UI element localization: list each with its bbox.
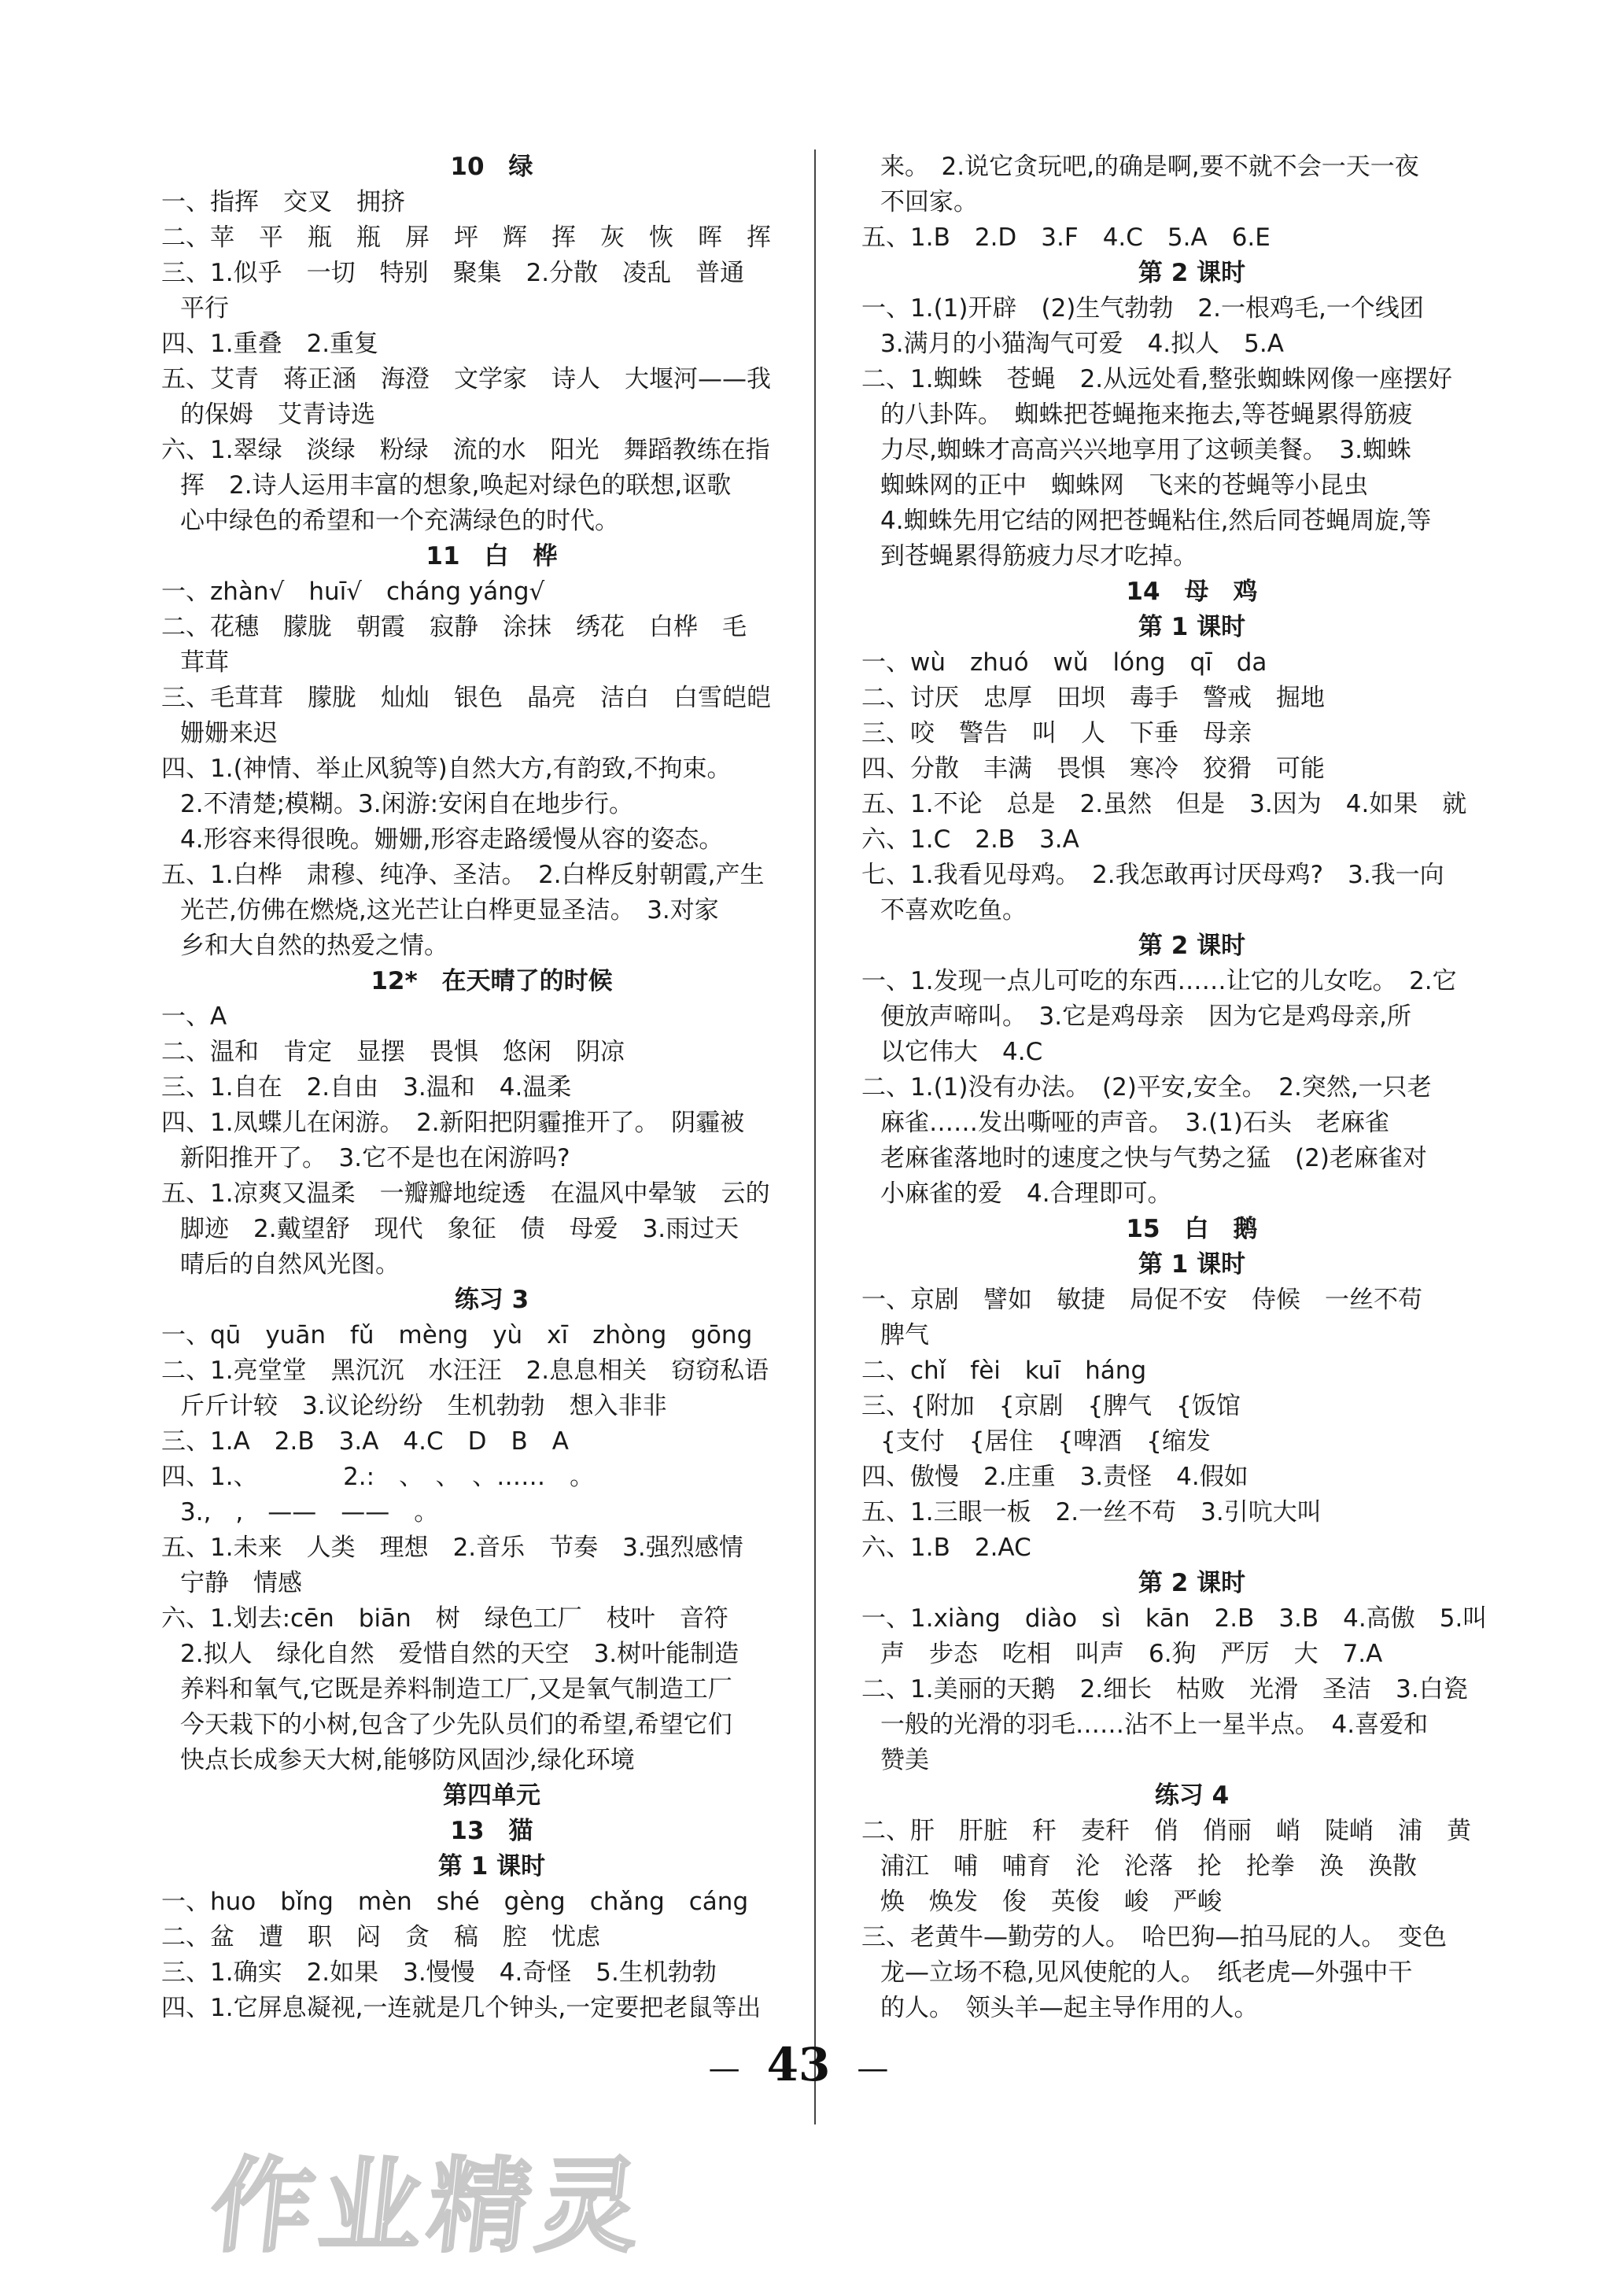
answer-line: 六、1.划去:cēn biān 树 绿色工厂 枝叶 音符 [161, 1604, 728, 1633]
section-heading: 14 母 鸡 [1126, 578, 1258, 606]
answer-line: 四、1.它屏息凝视,一连就是几个钟头,一定要把老鼠等出 [161, 1994, 762, 2022]
answer-line: 来。 2.说它贪玩吧,的确是啊,要不就不会一天一夜 [880, 153, 1419, 181]
section-heading: 第四单元 [443, 1781, 540, 1810]
section-heading: 13 猫 [450, 1817, 533, 1845]
section-heading: 第 2 课时 [1138, 259, 1246, 287]
answer-line: 二、花穗 朦胧 朝霞 寂静 涂抹 绣花 白桦 毛 [161, 613, 747, 641]
answer-line: 五、1.凉爽又温柔 一瓣瓣地绽透 在温风中晕皱 云的 [161, 1179, 770, 1208]
section-heading: 第 1 课时 [1138, 1250, 1246, 1279]
section-heading: 练习 4 [1154, 1781, 1230, 1810]
answer-line: 2.不清楚;模糊。3.闲游:安闲自在地步行。 [180, 790, 634, 818]
answer-line: 五、1.未来 人类 理想 2.音乐 节奏 3.强烈感情 [161, 1534, 743, 1562]
answer-line: 一、京剧 譬如 敏捷 局促不安 侍候 一丝不苟 [861, 1286, 1422, 1314]
answer-line: 力尽,蜘蛛才高高兴兴地享用了这顿美餐。 3.蜘蛛 [880, 436, 1411, 464]
answer-line: 一、A [161, 1002, 227, 1031]
answer-line: 二、苹 平 瓶 瓶 屏 坪 辉 挥 灰 恢 晖 挥 [161, 223, 771, 252]
answer-line: 小麻雀的爱 4.合理即可。 [880, 1179, 1172, 1208]
answer-line: 二、讨厌 忠厚 田坝 毒手 警戒 掘地 [861, 684, 1325, 712]
answer-line: 新阳推开了。 3.它不是也在闲游吗? [180, 1144, 570, 1172]
answer-line: 七、1.我看见母鸡。 2.我怎敢再讨厌母鸡? 3.我一向 [861, 861, 1444, 889]
answer-line: 二、1.亮堂堂 黑沉沉 水汪汪 2.息息相关 窃窃私语 [161, 1357, 769, 1385]
answer-line: 心中绿色的希望和一个充满绿色的时代。 [180, 507, 619, 535]
column-divider [814, 149, 816, 2124]
answer-line: 三、毛茸茸 朦胧 灿灿 银色 晶亮 洁白 白雪皑皑 [161, 684, 771, 712]
answer-line: 姗姗来迟 [180, 719, 278, 747]
answer-line: 斤斤计较 3.议论纷纷 生机勃勃 想入非非 [180, 1392, 667, 1420]
answer-line: 宁静 情感 [180, 1569, 302, 1597]
answer-line: 三、咬 警告 叫 人 下垂 母亲 [861, 719, 1252, 747]
answer-line: 二、1.美丽的天鹅 2.细长 枯败 光滑 圣洁 3.白瓷 [861, 1675, 1468, 1704]
answer-line: 挥 2.诗人运用丰富的想象,唤起对绿色的联想,讴歌 [180, 471, 732, 500]
left-column [161, 149, 822, 2026]
answer-line: 焕 焕发 俊 英俊 峻 严峻 [880, 1888, 1222, 1916]
answer-line: 今天栽下的小树,包含了少先队员们的希望,希望它们 [180, 1711, 732, 1739]
answer-line: 二、1.蜘蛛 苍蝇 2.从远处看,整张蜘蛛网像一座摆好 [861, 365, 1453, 393]
answer-line: 声 步态 吃相 叫声 6.狗 严厉 大 7.A [880, 1640, 1383, 1668]
section-heading: 12* 在天晴了的时候 [371, 967, 613, 995]
answer-line: 蜘蛛网的正中 蜘蛛网 飞来的苍蝇等小昆虫 [880, 471, 1368, 500]
answer-line: 一、1.(1)开辟 (2)生气勃勃 2.一根鸡毛,一个线团 [861, 294, 1424, 323]
answer-line: 六、1.B 2.AC [861, 1534, 1031, 1562]
answer-line: 五、1.B 2.D 3.F 4.C 5.A 6.E [861, 223, 1271, 252]
answer-line: 赞美 [880, 1746, 929, 1774]
answer-line: 脚迹 2.戴望舒 现代 象征 债 母爱 3.雨过天 [180, 1215, 739, 1243]
answer-line: 三、1.确实 2.如果 3.慢慢 4.奇怪 5.生机勃勃 [161, 1958, 717, 1987]
answer-line: 二、盆 遭 职 闷 贪 稿 腔 忧虑 [161, 1923, 600, 1951]
answer-line: 的人。 领头羊—起主导作用的人。 [880, 1994, 1259, 2022]
answer-line: 一、huo bǐng mèn shé gèng chǎng cáng [161, 1888, 749, 1916]
answer-line: 二、肝 肝脏 秆 麦秆 俏 俏丽 峭 陡峭 浦 黄 [861, 1817, 1471, 1845]
section-heading: 10 绿 [450, 153, 533, 181]
answer-line: 二、1.(1)没有办法。 (2)平安,安全。 2.突然,一只老 [861, 1073, 1432, 1102]
watermark-logo: 作业精灵 [205, 2147, 652, 2266]
answer-line: 老麻雀落地时的速度之快与气势之猛 (2)老麻雀对 [880, 1144, 1427, 1172]
answer-line: 三、{附加 {京剧 {脾气 {饭馆 [861, 1392, 1241, 1420]
answer-line: 2.拟人 绿化自然 爱惜自然的天空 3.树叶能制造 [180, 1640, 739, 1668]
page-number: — 43 — [708, 2038, 889, 2091]
page-number-value: 43 [766, 2038, 831, 2091]
answer-line: 一、指挥 交叉 拥挤 [161, 188, 405, 216]
answer-line: 不喜欢吃鱼。 [880, 896, 1027, 925]
answer-line: 四、分散 丰满 畏惧 寒冷 狡猾 可能 [861, 755, 1325, 783]
answer-line: 三、老黄牛—勤劳的人。 哈巴狗—拍马屁的人。 变色 [861, 1923, 1447, 1951]
answer-line: 麻雀……发出嘶哑的声音。 3.(1)石头 老麻雀 [880, 1109, 1389, 1137]
answer-line: 快点长成参天大树,能够防风固沙,绿化环境 [180, 1746, 635, 1774]
answer-line: 茸茸 [180, 648, 229, 677]
answer-line: 三、1.A 2.B 3.A 4.C D B A [161, 1427, 569, 1456]
answer-line: 四、傲慢 2.庄重 3.责怪 4.假如 [861, 1463, 1248, 1491]
answer-line: 3., , —— —— 。 [180, 1498, 439, 1526]
answer-line: 四、1.(神情、举止风貌等)自然大方,有韵致,不拘束。 [161, 755, 732, 783]
section-heading: 第 2 课时 [1138, 1569, 1246, 1597]
answer-line: 五、1.不论 总是 2.虽然 但是 3.因为 4.如果 就 [861, 790, 1467, 818]
right-column [861, 149, 1522, 2026]
answer-line: 养料和氧气,它既是养料制造工厂,又是氧气制造工厂 [180, 1675, 732, 1704]
answer-line: 一、zhàn√ huī√ cháng yáng√ [161, 578, 545, 606]
answer-line: 4.形容来得很晚。姗姗,形容走路缓慢从容的姿态。 [180, 825, 724, 854]
answer-line: 便放声啼叫。 3.它是鸡母亲 因为它是鸡母亲,所 [880, 1002, 1411, 1031]
answer-line: 六、1.翠绿 淡绿 粉绿 流的水 阳光 舞蹈教练在指 [161, 436, 770, 464]
answer-line: {支付 {居住 {啤酒 {缩发 [880, 1427, 1211, 1456]
answer-line: 三、1.自在 2.自由 3.温和 4.温柔 [161, 1073, 572, 1102]
answer-line: 一、1.xiàng diào sì kān 2.B 3.B 4.高傲 5.叫 [861, 1604, 1488, 1633]
answer-line: 五、艾青 蒋正涵 海澄 文学家 诗人 大堰河——我 [161, 365, 771, 393]
section-heading: 练习 3 [454, 1286, 529, 1314]
answer-line: 一、wù zhuó wǔ lóng qī da [861, 648, 1267, 677]
answer-line: 五、1.三眼一板 2.一丝不苟 3.引吭大叫 [861, 1498, 1322, 1526]
answer-line: 光芒,仿佛在燃烧,这光芒让白桦更显圣洁。 3.对家 [180, 896, 719, 925]
answer-line: 六、1.C 2.B 3.A [861, 825, 1079, 854]
section-heading: 第 2 课时 [1138, 932, 1246, 960]
section-heading: 15 白 鹅 [1126, 1215, 1258, 1243]
answer-line: 的八卦阵。 蜘蛛把苍蝇拖来拖去,等苍蝇累得筋疲 [880, 401, 1413, 429]
section-heading: 11 白 桦 [426, 542, 558, 570]
answer-line: 脾气 [880, 1321, 929, 1349]
answer-line: 乡和大自然的热爱之情。 [180, 932, 448, 960]
answer-line: 3.满月的小猫淘气可爱 4.拟人 5.A [880, 330, 1284, 358]
answer-line: 到苍蝇累得筋疲力尽才吃掉。 [880, 542, 1197, 570]
answer-line: 二、温和 肯定 显摆 畏惧 悠闲 阴凉 [161, 1038, 625, 1066]
answer-line: 四、1.重叠 2.重复 [161, 330, 379, 358]
answer-line: 四、1.凤蝶儿在闲游。 2.新阳把阴霾推开了。 阴霾被 [161, 1109, 745, 1137]
answer-line: 浦江 哺 哺育 沦 沦落 抡 抡拳 涣 涣散 [880, 1852, 1417, 1881]
answer-line: 平行 [180, 294, 229, 323]
answer-line: 四、1.、 2.: 、 、 、…… 。 [161, 1463, 595, 1491]
answer-line: 一般的光滑的羽毛……沾不上一星半点。 4.喜爱和 [880, 1711, 1429, 1739]
answer-line: 以它伟大 4.C [880, 1038, 1043, 1066]
answer-line: 的保姆 艾青诗选 [180, 401, 375, 429]
section-heading: 第 1 课时 [437, 1852, 546, 1881]
answer-line: 五、1.白桦 肃穆、纯净、圣洁。 2.白桦反射朝霞,产生 [161, 861, 765, 889]
answer-line: 4.蜘蛛先用它结的网把苍蝇粘住,然后同苍蝇周旋,等 [880, 507, 1432, 535]
answer-line: 一、qū yuān fǔ mèng yù xī zhòng gōng [161, 1321, 753, 1349]
answer-line: 不回家。 [880, 188, 978, 216]
answer-line: 三、1.似乎 一切 特别 聚集 2.分散 凌乱 普通 [161, 259, 745, 287]
answer-line: 晴后的自然风光图。 [180, 1250, 400, 1279]
answer-line: 二、chǐ fèi kuī háng [861, 1357, 1147, 1385]
section-heading: 第 1 课时 [1138, 613, 1246, 641]
answer-line: 一、1.发现一点儿可吃的东西……让它的儿女吃。 2.它 [861, 967, 1457, 995]
answer-line: 龙—立场不稳,见风使舵的人。 纸老虎—外强中干 [880, 1958, 1413, 1987]
